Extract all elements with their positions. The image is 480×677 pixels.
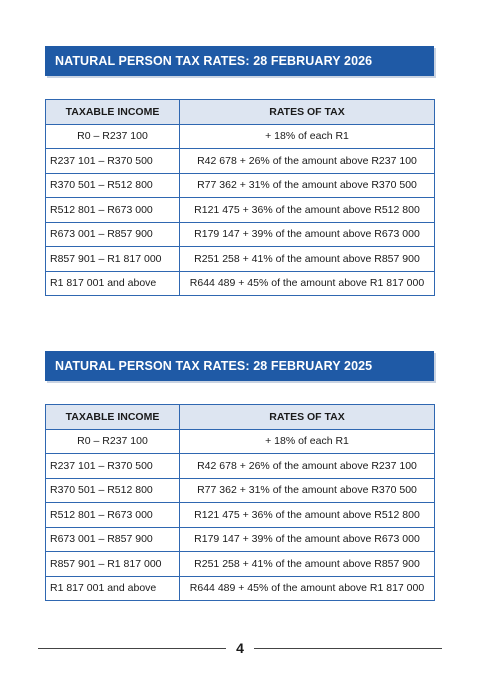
section-title: NATURAL PERSON TAX RATES: 28 FEBRUARY 2026: [45, 46, 434, 76]
tax-rate-cell: R121 475 + 36% of the amount above R512 800: [180, 503, 435, 528]
tax-rate-cell: R644 489 + 45% of the amount above R1 817 000: [180, 271, 435, 296]
table-row: [46, 552, 435, 577]
tax-rates-table: [45, 404, 435, 601]
column-header-rates-of-tax: RATES OF TAX: [180, 405, 435, 430]
taxable-income-cell: R1 817 001 and above: [46, 576, 180, 601]
tax-rate-cell: + 18% of each R1: [180, 124, 435, 149]
taxable-income-cell: R857 901 – R1 817 000: [46, 247, 180, 272]
taxable-income-cell: R237 101 – R370 500: [46, 454, 180, 479]
tax-rate-cell: R77 362 + 31% of the amount above R370 500: [180, 478, 435, 503]
table-row: [46, 503, 435, 528]
page-number: 4: [236, 640, 244, 656]
table-row: [46, 124, 435, 149]
taxable-income-cell: R0 – R237 100: [46, 429, 180, 454]
footer-rule-right: [254, 648, 442, 649]
page-footer: [0, 640, 480, 656]
taxable-income-cell: R1 817 001 and above: [46, 271, 180, 296]
tax-rates-table: [45, 99, 435, 296]
tax-rate-cell: + 18% of each R1: [180, 429, 435, 454]
table-row: [46, 247, 435, 272]
tax-rate-cell: R42 678 + 26% of the amount above R237 100: [180, 149, 435, 174]
taxable-income-cell: R237 101 – R370 500: [46, 149, 180, 174]
table-header-row: [46, 405, 435, 430]
taxable-income-cell: R673 001 – R857 900: [46, 222, 180, 247]
taxable-income-cell: R370 501 – R512 800: [46, 173, 180, 198]
column-header-rates-of-tax: RATES OF TAX: [180, 100, 435, 125]
table-row: [46, 429, 435, 454]
column-header-taxable-income: TAXABLE INCOME: [46, 405, 180, 430]
table-row: [46, 454, 435, 479]
tax-rate-cell: R179 147 + 39% of the amount above R673 000: [180, 222, 435, 247]
table-row: [46, 173, 435, 198]
column-header-taxable-income: TAXABLE INCOME: [46, 100, 180, 125]
table-row: [46, 222, 435, 247]
section-title: NATURAL PERSON TAX RATES: 28 FEBRUARY 2025: [45, 351, 434, 381]
taxable-income-cell: R512 801 – R673 000: [46, 503, 180, 528]
table-row: [46, 198, 435, 223]
taxable-income-cell: R857 901 – R1 817 000: [46, 552, 180, 577]
taxable-income-cell: R512 801 – R673 000: [46, 198, 180, 223]
table-row: [46, 527, 435, 552]
tax-section-2026: [45, 46, 434, 290]
tax-section-2025: [45, 351, 434, 595]
taxable-income-cell: R370 501 – R512 800: [46, 478, 180, 503]
tax-rate-cell: R77 362 + 31% of the amount above R370 500: [180, 173, 435, 198]
table-row: [46, 271, 435, 296]
table-row: [46, 478, 435, 503]
taxable-income-cell: R0 – R237 100: [46, 124, 180, 149]
tax-rate-cell: R644 489 + 45% of the amount above R1 817 000: [180, 576, 435, 601]
tax-rate-cell: R42 678 + 26% of the amount above R237 100: [180, 454, 435, 479]
tax-rate-cell: R121 475 + 36% of the amount above R512 800: [180, 198, 435, 223]
table-row: [46, 576, 435, 601]
tax-rate-cell: R251 258 + 41% of the amount above R857 900: [180, 552, 435, 577]
table-header-row: [46, 100, 435, 125]
table-row: [46, 149, 435, 174]
tax-rate-cell: R251 258 + 41% of the amount above R857 900: [180, 247, 435, 272]
taxable-income-cell: R673 001 – R857 900: [46, 527, 180, 552]
tax-rate-cell: R179 147 + 39% of the amount above R673 000: [180, 527, 435, 552]
